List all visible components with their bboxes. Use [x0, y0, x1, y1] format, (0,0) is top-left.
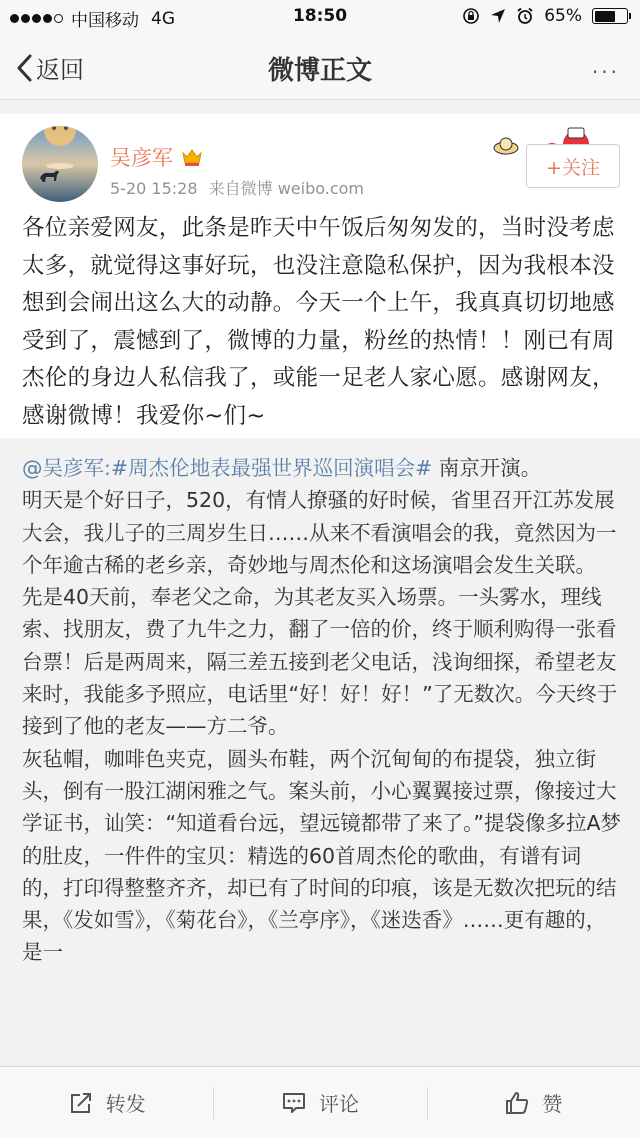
- post-date: 5-20 15:28: [110, 179, 198, 198]
- author-name-text: 吴彦军: [110, 146, 173, 170]
- location-arrow-icon: [490, 8, 506, 24]
- crown-badge-icon: [181, 147, 203, 167]
- post-body: 各位亲爱网友，此条是昨天中午饭后匆匆发的，当时没考虑太多，就觉得这事好玩，也没注意隐私保护，因为我根本没想到会闹出这么大的动静。今天一个上午，我真真切切地感受到了，震憾到了，微博的力量，粉丝的热情！！刚已有周杰伦的身边人私信我了，或能一足老人家心愿。感谢网友，感谢微博！我爱你~们~: [22, 215, 615, 429]
- repost-paragraph: 先是40天前，奉老父之命，为其老友买入场票。一头雾水，理线索、找朋友，费了九牛之力，翻了一倍的价，终于顺利购得一张看台票！后是两周来，隔三差五接到老父电话，浅询细探，希望老友来时，我能多予照应，电话里“好！好！好！”了无数次。今天终于接到了他的老友——方二爷。: [22, 585, 618, 739]
- like-label: 赞: [542, 1092, 563, 1116]
- mention-link[interactable]: @吴彦军: [22, 456, 104, 480]
- comment-button[interactable]: [213, 1067, 426, 1138]
- repost-label: 转发: [105, 1092, 146, 1116]
- section-divider: [0, 100, 640, 114]
- repost-body: [22, 452, 622, 969]
- status-bar: [0, 0, 640, 34]
- comment-label: 评论: [318, 1092, 359, 1116]
- follow-button[interactable]: +关注: [526, 144, 620, 188]
- repost-paragraph: 灰毡帽，咖啡色夹克，圆头布鞋，两个沉甸甸的布提袋，独立街头，倒有一股江湖闲雅之气。案头前，小心翼翼接过票，像接过大学证书，讪笑：“知道看台远，望远镜都带了来了。”提袋像多拉A梦的肚皮，一件件的宝贝：精选的60首周杰伦的歌曲，有谱有词的，打印得整整齐齐，却已有了时间的印痕，该是无数次把玩的结果，《发如雪》，《菊花台》，《兰亭序》，《迷迭香》……更有趣的，是一: [22, 746, 622, 965]
- author-name[interactable]: [110, 142, 203, 172]
- carrier-name: 中国移动: [71, 11, 139, 31]
- weibo-post: [0, 114, 640, 438]
- back-label: 返回: [36, 56, 84, 84]
- network-type: 4G: [151, 8, 175, 29]
- avatar[interactable]: [22, 126, 98, 202]
- repost-first-line: [22, 452, 622, 484]
- alarm-clock-icon: [516, 7, 534, 25]
- repost-paragraph: 明天是个好日子，520，有情人撩骚的好时候，省里召开江苏发展大会，我儿子的三周岁生日……从来不看演唱会的我，竟然因为一个年逾古稀的老乡亲，奇妙地与周杰伦和这场演唱会发生关联。: [22, 488, 617, 577]
- battery-icon: [592, 8, 628, 24]
- more-options-button[interactable]: ···: [591, 60, 620, 84]
- post-source: 来自微博 weibo.com: [208, 179, 364, 198]
- action-bar: [0, 1066, 640, 1138]
- repost-button[interactable]: [0, 1067, 213, 1138]
- like-button[interactable]: [427, 1067, 640, 1138]
- status-time: 18:50: [292, 6, 348, 26]
- battery-percentage: 65%: [544, 6, 582, 26]
- repost-intro: 南京开演。: [432, 456, 542, 480]
- thumbs-up-icon: [504, 1090, 530, 1116]
- post-meta: [110, 176, 370, 199]
- lock-rotation-icon: [462, 7, 480, 25]
- comment-bubble-icon: [281, 1090, 307, 1116]
- page-title: 微博正文: [267, 56, 372, 86]
- reposted-content[interactable]: [0, 438, 640, 1066]
- topic-link[interactable]: :#周杰伦地表最强世界巡回演唱会#: [104, 456, 433, 480]
- navigation-bar: [0, 34, 640, 100]
- share-arrow-icon: [68, 1090, 94, 1116]
